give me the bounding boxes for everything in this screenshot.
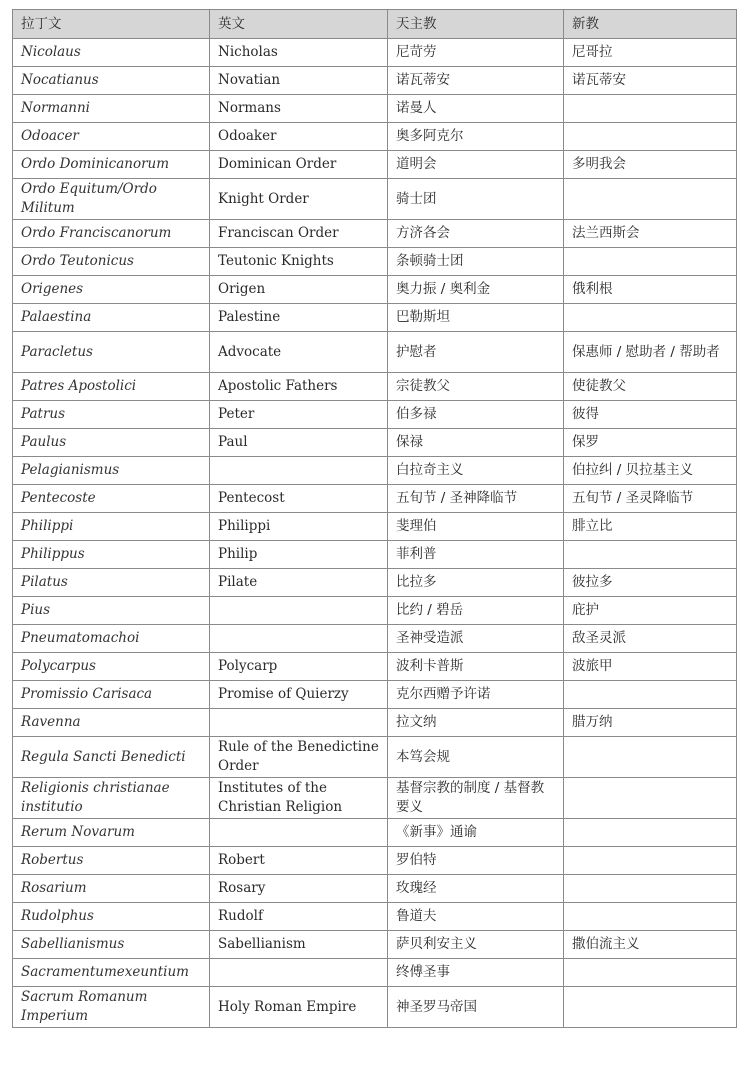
table-row <box>13 931 737 959</box>
cell-english <box>210 959 388 987</box>
table-row <box>13 39 737 67</box>
cell-protestant <box>564 847 737 875</box>
cell-latin: Sabellianismus <box>13 931 210 959</box>
table-row <box>13 569 737 597</box>
cell-catholic: 五旬节 / 圣神降临节 <box>388 485 564 513</box>
cell-protestant <box>564 987 737 1028</box>
cell-catholic: 护慰者 <box>388 332 564 373</box>
cell-protestant <box>564 875 737 903</box>
cell-english <box>210 597 388 625</box>
cell-protestant <box>564 959 737 987</box>
cell-protestant <box>564 248 737 276</box>
cell-catholic: 终傅圣事 <box>388 959 564 987</box>
cell-catholic: 拉文纳 <box>388 709 564 737</box>
cell-latin: Religionis christianae institutio <box>13 778 210 819</box>
table-row <box>13 903 737 931</box>
cell-english: Dominican Order <box>210 151 388 179</box>
table-row <box>13 179 737 220</box>
cell-latin: Pius <box>13 597 210 625</box>
cell-protestant: 尼哥拉 <box>564 39 737 67</box>
cell-latin: Polycarpus <box>13 653 210 681</box>
cell-english: Rule of the Benedictine Order <box>210 737 388 778</box>
cell-protestant: 腊万纳 <box>564 709 737 737</box>
table-row <box>13 959 737 987</box>
cell-protestant: 使徒教父 <box>564 373 737 401</box>
table-row <box>13 653 737 681</box>
cell-english: Promise of Quierzy <box>210 681 388 709</box>
cell-latin: Rosarium <box>13 875 210 903</box>
cell-english: Philippi <box>210 513 388 541</box>
cell-catholic: 萨贝利安主义 <box>388 931 564 959</box>
cell-protestant <box>564 819 737 847</box>
cell-protestant: 波旅甲 <box>564 653 737 681</box>
cell-english <box>210 625 388 653</box>
header-row <box>13 10 737 39</box>
table-row <box>13 778 737 819</box>
cell-protestant: 彼得 <box>564 401 737 429</box>
cell-latin: Regula Sancti Benedicti <box>13 737 210 778</box>
cell-english: Pentecost <box>210 485 388 513</box>
cell-catholic: 罗伯特 <box>388 847 564 875</box>
cell-catholic: 巴勒斯坦 <box>388 304 564 332</box>
cell-english: Teutonic Knights <box>210 248 388 276</box>
cell-catholic: 比拉多 <box>388 569 564 597</box>
cell-catholic: 奥多阿克尔 <box>388 123 564 151</box>
cell-protestant: 多明我会 <box>564 151 737 179</box>
cell-catholic: 比约 / 碧岳 <box>388 597 564 625</box>
cell-english <box>210 819 388 847</box>
cell-latin: Sacramentumexeuntium <box>13 959 210 987</box>
cell-protestant: 彼拉多 <box>564 569 737 597</box>
table-row <box>13 220 737 248</box>
cell-catholic: 本笃会规 <box>388 737 564 778</box>
cell-english: Rosary <box>210 875 388 903</box>
cell-protestant <box>564 95 737 123</box>
cell-catholic: 斐理伯 <box>388 513 564 541</box>
cell-english <box>210 709 388 737</box>
cell-protestant <box>564 304 737 332</box>
cell-catholic: 神圣罗马帝国 <box>388 987 564 1028</box>
cell-latin: Ordo Equitum/Ordo Militum <box>13 179 210 220</box>
cell-catholic: 条顿骑士团 <box>388 248 564 276</box>
cell-catholic: 鲁道夫 <box>388 903 564 931</box>
cell-english: Advocate <box>210 332 388 373</box>
cell-protestant <box>564 778 737 819</box>
cell-catholic: 诺曼人 <box>388 95 564 123</box>
table-row <box>13 597 737 625</box>
cell-english: Palestine <box>210 304 388 332</box>
cell-latin: Patres Apostolici <box>13 373 210 401</box>
cell-protestant <box>564 123 737 151</box>
cell-catholic: 波利卡普斯 <box>388 653 564 681</box>
cell-latin: Pentecoste <box>13 485 210 513</box>
cell-protestant <box>564 179 737 220</box>
table-row <box>13 987 737 1028</box>
header-latin: 拉丁文 <box>13 10 210 39</box>
cell-english: Pilate <box>210 569 388 597</box>
cell-english: Sabellianism <box>210 931 388 959</box>
glossary-page <box>12 9 736 1028</box>
header-catholic: 天主教 <box>388 10 564 39</box>
cell-protestant: 法兰西斯会 <box>564 220 737 248</box>
table-row <box>13 709 737 737</box>
cell-latin: Pelagianismus <box>13 457 210 485</box>
table-row <box>13 847 737 875</box>
cell-english: Normans <box>210 95 388 123</box>
cell-catholic: 奥力振 / 奥利金 <box>388 276 564 304</box>
cell-english: Robert <box>210 847 388 875</box>
table-row <box>13 681 737 709</box>
table-row <box>13 485 737 513</box>
cell-latin: Palaestina <box>13 304 210 332</box>
table-row <box>13 737 737 778</box>
cell-catholic: 宗徒教父 <box>388 373 564 401</box>
cell-catholic: 基督宗教的制度 / 基督教要义 <box>388 778 564 819</box>
cell-catholic: 诺瓦蒂安 <box>388 67 564 95</box>
cell-english: Peter <box>210 401 388 429</box>
cell-english: Knight Order <box>210 179 388 220</box>
cell-catholic: 道明会 <box>388 151 564 179</box>
cell-english: Apostolic Fathers <box>210 373 388 401</box>
cell-protestant: 俄利根 <box>564 276 737 304</box>
table-row <box>13 151 737 179</box>
cell-english: Holy Roman Empire <box>210 987 388 1028</box>
table-row <box>13 401 737 429</box>
cell-english: Philip <box>210 541 388 569</box>
cell-catholic: 骑士团 <box>388 179 564 220</box>
cell-english: Polycarp <box>210 653 388 681</box>
cell-latin: Nocatianus <box>13 67 210 95</box>
table-header <box>13 10 737 39</box>
cell-english: Franciscan Order <box>210 220 388 248</box>
table-body <box>13 39 737 1028</box>
table-row <box>13 457 737 485</box>
cell-latin: Pilatus <box>13 569 210 597</box>
cell-catholic: 白拉奇主义 <box>388 457 564 485</box>
cell-english <box>210 457 388 485</box>
cell-latin: Ordo Dominicanorum <box>13 151 210 179</box>
header-protestant: 新教 <box>564 10 737 39</box>
cell-latin: Ravenna <box>13 709 210 737</box>
cell-latin: Paracletus <box>13 332 210 373</box>
table-row <box>13 625 737 653</box>
cell-catholic: 玫瑰经 <box>388 875 564 903</box>
table-row <box>13 819 737 847</box>
cell-protestant <box>564 541 737 569</box>
cell-english: Nicholas <box>210 39 388 67</box>
cell-latin: Rerum Novarum <box>13 819 210 847</box>
cell-latin: Paulus <box>13 429 210 457</box>
header-english: 英文 <box>210 10 388 39</box>
glossary-table <box>12 9 737 1028</box>
cell-protestant: 诺瓦蒂安 <box>564 67 737 95</box>
table-row <box>13 513 737 541</box>
cell-latin: Philippus <box>13 541 210 569</box>
table-row <box>13 67 737 95</box>
cell-protestant <box>564 903 737 931</box>
cell-english: Novatian <box>210 67 388 95</box>
cell-english: Paul <box>210 429 388 457</box>
table-row <box>13 248 737 276</box>
cell-protestant: 五旬节 / 圣灵降临节 <box>564 485 737 513</box>
table-row <box>13 304 737 332</box>
table-row <box>13 276 737 304</box>
cell-protestant: 庇护 <box>564 597 737 625</box>
cell-catholic: 方济各会 <box>388 220 564 248</box>
cell-protestant: 敌圣灵派 <box>564 625 737 653</box>
table-row <box>13 541 737 569</box>
cell-latin: Philippi <box>13 513 210 541</box>
cell-latin: Ordo Franciscanorum <box>13 220 210 248</box>
table-row <box>13 123 737 151</box>
table-row <box>13 332 737 373</box>
cell-protestant <box>564 737 737 778</box>
cell-catholic: 伯多禄 <box>388 401 564 429</box>
cell-protestant: 保罗 <box>564 429 737 457</box>
cell-latin: Robertus <box>13 847 210 875</box>
cell-protestant: 伯拉纠 / 贝拉基主义 <box>564 457 737 485</box>
cell-latin: Ordo Teutonicus <box>13 248 210 276</box>
cell-protestant <box>564 681 737 709</box>
cell-protestant: 保惠师 / 慰助者 / 帮助者 <box>564 332 737 373</box>
cell-latin: Origenes <box>13 276 210 304</box>
cell-latin: Patrus <box>13 401 210 429</box>
table-row <box>13 875 737 903</box>
cell-english: Odoaker <box>210 123 388 151</box>
table-row <box>13 95 737 123</box>
cell-latin: Rudolphus <box>13 903 210 931</box>
cell-catholic: 《新事》通谕 <box>388 819 564 847</box>
cell-latin: Sacrum Romanum Imperium <box>13 987 210 1028</box>
cell-latin: Odoacer <box>13 123 210 151</box>
cell-catholic: 圣神受造派 <box>388 625 564 653</box>
cell-english: Origen <box>210 276 388 304</box>
cell-catholic: 尼苛劳 <box>388 39 564 67</box>
table-row <box>13 429 737 457</box>
cell-latin: Nicolaus <box>13 39 210 67</box>
cell-english: Rudolf <box>210 903 388 931</box>
cell-catholic: 克尔西赠予许诺 <box>388 681 564 709</box>
table-row <box>13 373 737 401</box>
cell-protestant: 腓立比 <box>564 513 737 541</box>
cell-latin: Promissio Carisaca <box>13 681 210 709</box>
cell-catholic: 菲利普 <box>388 541 564 569</box>
cell-protestant: 撒伯流主义 <box>564 931 737 959</box>
cell-english: Institutes of the Christian Religion <box>210 778 388 819</box>
cell-catholic: 保禄 <box>388 429 564 457</box>
cell-latin: Normanni <box>13 95 210 123</box>
cell-latin: Pneumatomachoi <box>13 625 210 653</box>
